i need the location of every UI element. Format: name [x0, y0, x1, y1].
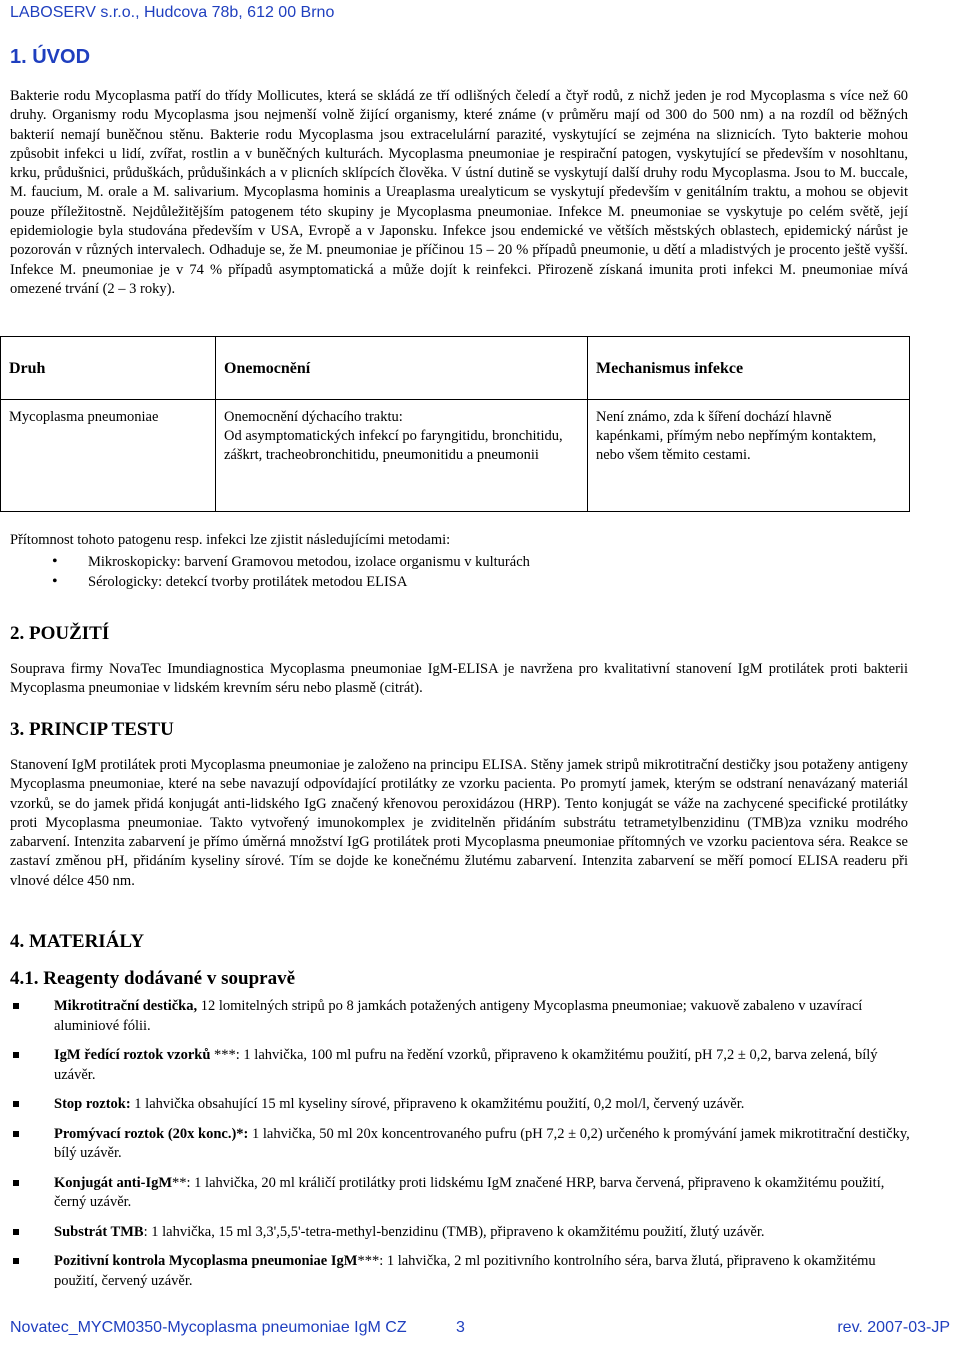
reagent-text: : 1 lahvička, 15 ml 3,3',5,5'-tetra-methyl-benzidinu (TMB), připraveno k okamžitému použití, žlutý uzávěr. [143, 1223, 765, 1240]
list-item [10, 1174, 910, 1213]
list-item [10, 1223, 910, 1243]
list-item [10, 1252, 910, 1291]
reagent-name: Promývací roztok (20x konc.)*: [54, 1125, 249, 1142]
footer-document-id: Novatec_MYCM0350-Mycoplasma pneumoniae IgM CZ [10, 1319, 407, 1336]
bullet-square-icon [13, 1052, 19, 1058]
table-header-row [1, 337, 910, 400]
list-item [10, 1046, 910, 1085]
methods-list [10, 552, 530, 592]
reagent-text: 1 lahvička obsahující 15 ml kyseliny sírové, připraveno k okamžitému použití, 0,2 mol/l, červený uzávěr. [130, 1096, 745, 1112]
bullet-square-icon [13, 1101, 19, 1107]
cell-onemocneni-line1: Onemocnění dýchacího traktu: [224, 409, 403, 425]
cell-onemocneni-line2: Od asymptomatických infekcí po faryngitidu, bronchitidu, záškrt, tracheobronchitidu, pneumonitidu a pneumonii [224, 428, 563, 463]
reagent-text: 1 lahvička, 50 ml 20x koncentrovaného pufru (pH 7,2 ± 0,2) určeného k promývání jamek mikrotitrační destičky, bílý uzávěr. [54, 1125, 910, 1161]
section-4-1-title: 4.1. Reagenty dodávané v soupravě [10, 968, 296, 989]
section-2-title: 2. POUŽITÍ [10, 623, 110, 644]
section-1-title: 1. ÚVOD [10, 46, 91, 68]
footer-page-number: 3 [456, 1319, 465, 1336]
cell-druh: Mycoplasma pneumoniae [1, 400, 216, 512]
footer-revision: rev. 2007-03-JP [837, 1319, 950, 1336]
species-table [0, 336, 910, 512]
reagents-list [10, 997, 910, 1301]
header-druh: Druh [1, 337, 216, 400]
reagent-name: Pozitivní kontrola Mycoplasma pneumoniae IgM [54, 1253, 358, 1269]
cell-onemocneni [216, 400, 588, 512]
bullet-square-icon [13, 1131, 19, 1137]
reagent-name: Stop roztok: [54, 1096, 131, 1112]
reagent-name: Substrát TMB [54, 1223, 144, 1240]
bullet-square-icon [13, 1229, 19, 1235]
page-header: LABOSERV s.r.o., Hudcova 78b, 612 00 Brno [10, 4, 335, 21]
list-item: • Sérologicky: detekcí tvorby protilátek metodou ELISA [10, 572, 530, 592]
cell-mechanismus: Není známo, zda k šíření dochází hlavně kapénkami, přímým nebo nepřímým kontaktem, nebo všem těmito cestami. [588, 400, 910, 512]
reagent-name: IgM ředící roztok vzorků [54, 1047, 211, 1063]
section-3-title: 3. PRINCIP TESTU [10, 719, 174, 740]
list-item [10, 1095, 910, 1115]
intro-paragraph: Bakterie rodu Mycoplasma patří do třídy Mollicutes, která se skládá ze tří odlišných čeledí a čtyř rodů, z nichž jeden je rod Mycoplasma s více než 60 druhy. Organismy rodu Mycoplasma jsou nejmenší volně žijící organismy, které známe (v průměru mají od 300 do 500 nm) a na rozdíl od běžných bakterií nemají buněčnou stěnu. Bakterie rodu Mycoplasma jsou extracelulární parazité, vyskytující se zejména na sliznicích. Tyto bakterie mohou způsobit infekci u lidí, zvířat, rostlin a v buněčných kulturách. Mycoplasma pneumoniae je respirační patogen, vyskytující se především v nosohltanu, krku, průdušnici, průduškách, průdušinkách a v plicních sklípcích člověka. V ústní dutině se vyskytují další druhy rodu Mycoplasma. Jsou to M. buccale, M. faucium, M. orale a M. salivarium. Mycoplasma hominis a Ureaplasma urealyticum se vyskytují především v genitálním traktu, a mohou se objevit pouze příležitostně. Nejdůležitějším patogenem této skupiny je Mycoplasma pneumoniae. Infekce M. pneumoniae se vyskytuje po celém světě, její epidemiologie byla studována především v USA, Evropě a v Japonsku. Infekce jsou endemické ve větších městských oblastech, epidemický nárůst je pozorován v různých intervalech. Odhaduje se, že M. pneumoniae je příčinou 15 – 20 % případů pneumonie, u dětí a mladistvých je procento ještě vyšší. Infekce M. pneumoniae je v 74 % případů asymptomatická a může dojít k reinfekci. Přirozeně získaná imunita proti infekci M. pneumoniae mívá omezené trvání (2 – 3 roky). [10, 88, 908, 297]
reagent-name: Mikrotitrační destička, [54, 998, 198, 1014]
bullet-square-icon [13, 1258, 19, 1264]
section-3-text: Stanovení IgM protilátek proti Mycoplasma pneumoniae je založeno na principu ELISA. Stěny jamek stripů mikrotitrační destičky jsou potaženy antigeny Mycoplasma pneumoniae, které na sebe navazují odpovídající protilátky ze vzorku pacienta. Po promytí jamek, kterým se odstraní nenavázaný materiál vzorků, se do jamek přidá konjugát anti-lidského IgG značený křenovou peroxidázou (HRP). Tento konjugát se váže na zachycené specifické protilátky proti Mycoplasma pneumoniae. Takto vytvořený imunokomplex je zviditelněn přidáním substrátu tetrametylbenzidinu (TMB)za vzniku modrého zabarvení. Intenzita zabarvení je přímo úměrná množství IgG protilátek proti Mycoplasma pneumoniae přítomných ve vzorku pacientova séra. Reakce se zastaví změnou pH, přidáním kyseliny sírové. Tím se dojde ke konečnému žlutému zabarvení. Intenzita zabarvení se měří pomocí ELISA readeru při vlnové délce 450 nm. [10, 757, 908, 889]
reagent-text: **: 1 lahvička, 20 ml králičí protilátky proti lidskému IgM značené HRP, barva červená, připraveno k okamžitému použití, černý uzávěr. [54, 1174, 885, 1210]
reagent-text: ***: 1 lahvička, 2 ml pozitivního kontrolního séra, barva žlutá, připraveno k okamžitému použití, červený uzávěr. [54, 1253, 876, 1289]
list-item [10, 1125, 910, 1164]
methods-block [10, 530, 530, 592]
bullet-square-icon [13, 1003, 19, 1009]
methods-intro: Přítomnost tohoto patogenu resp. infekci lze zjistit následujícími metodami: [10, 532, 451, 548]
list-item: • Mikroskopicky: barvení Gramovou metodou, izolace organismu v kulturách [10, 552, 530, 572]
section-2-text: Souprava firmy NovaTec Imundiagnostica Mycoplasma pneumoniae IgM-ELISA je navržena pro kvalitativní stanovení IgM protilátek proti bakterii Mycoplasma pneumoniae v lidském krevním séru nebo plasmě (citrát). [10, 661, 908, 697]
header-onemocneni: Onemocnění [216, 337, 588, 400]
reagent-name: Konjugát anti-IgM [54, 1174, 173, 1191]
section-4-title: 4. MATERIÁLY [10, 931, 145, 952]
reagent-text: ***: 1 lahvička, 100 ml pufru na ředění vzorků, připraveno k okamžitému použití, pH 7,2 ± 0,2, barva zelená, bílý uzávěr. [54, 1047, 878, 1083]
table-row [1, 400, 910, 512]
reagent-text: 12 lomitelných stripů po 8 jamkách potažených antigeny Mycoplasma pneumoniae; vakuově zabaleno v uzavírací aluminiové fólii. [54, 998, 863, 1034]
header-mechanismus: Mechanismus infekce [588, 337, 910, 400]
list-item [10, 997, 910, 1036]
bullet-square-icon [13, 1180, 19, 1186]
